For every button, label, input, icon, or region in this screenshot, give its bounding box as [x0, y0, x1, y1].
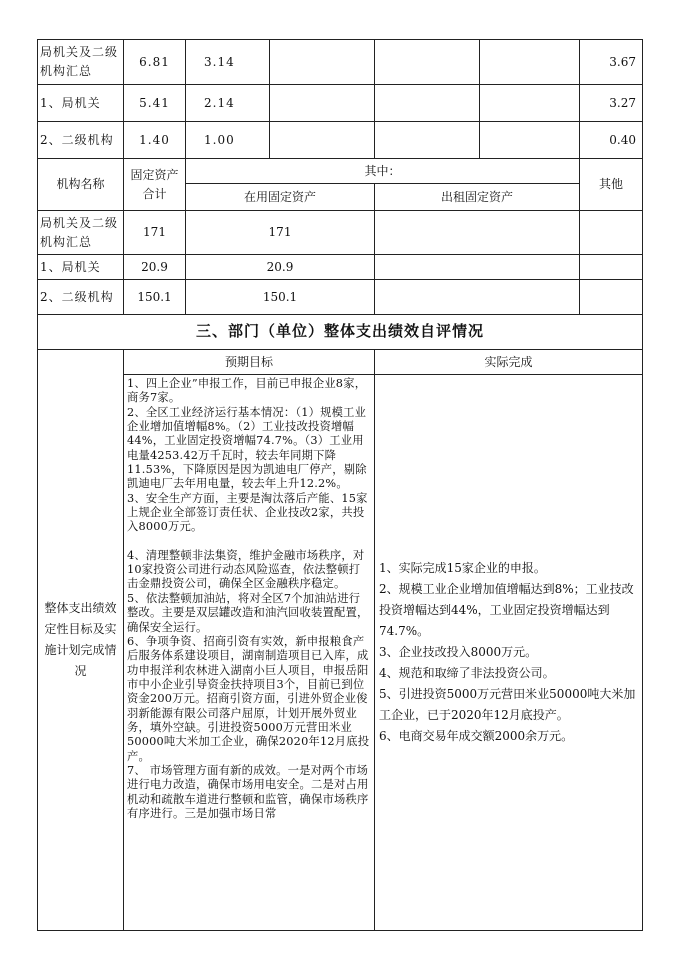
among-header: 其中：: [186, 159, 580, 184]
org-name-cell: 局机关及二级机构汇总: [38, 211, 124, 255]
empty-cell: [580, 280, 643, 315]
value-cell: 150.1: [124, 280, 186, 315]
in-use-asset-header: 在用固定资产: [186, 184, 375, 211]
performance-table: [37, 39, 643, 931]
perf-side-label: 整体支出绩效定性目标及实施计划完成情况: [38, 350, 124, 931]
empty-cell: [375, 255, 580, 280]
rented-asset-header: 出租固定资产: [375, 184, 580, 211]
section-title: 三、部门（单位）整体支出绩效自评情况: [38, 315, 643, 350]
value-cell: 171: [124, 211, 186, 255]
actual-item: 6、电商交易年成交额2000余万元。: [379, 729, 574, 743]
value-cell: 2.14: [186, 85, 270, 122]
actual-item: 5、引进投资5000万元营田米业50000吨大米加工企业，已于2020年12月底投产。: [379, 687, 636, 722]
value-cell: 0.40: [580, 122, 643, 159]
value-cell: 150.1: [186, 280, 375, 315]
org-name-cell: 2、二级机构: [38, 122, 124, 159]
perf-header-row: [38, 350, 643, 375]
empty-cell: [375, 40, 480, 85]
expected-goal-header: 预期目标: [124, 350, 375, 375]
actual-item: 4、规范和取缔了非法投资公司。: [379, 666, 555, 680]
empty-cell: [480, 122, 580, 159]
value-cell: 1.00: [186, 122, 270, 159]
expected-goal-cell: [124, 375, 375, 931]
value-cell: 5.41: [124, 85, 186, 122]
empty-cell: [375, 211, 580, 255]
expected-item: 2、全区工业经济运行基本情况：（1）规模工业企业增加值增幅8%。（2）工业技改投资增幅44%，工业固定投资增幅74.7%。（3）工业用电量4253.42万千瓦时，较去年同期下降11.53%，下降原因是因为凯迪电厂停产，剔除凯迪电厂去年用电量，较去年上升12.2%。: [127, 405, 367, 491]
expected-item: 1、四上企业”申报工作，目前已申报企业8家，商务7家。: [127, 377, 367, 405]
org-name-cell: 1、局机关: [38, 255, 124, 280]
fixed-asset-total-header: 固定资产合计: [124, 159, 186, 211]
empty-cell: [580, 255, 643, 280]
expected-item: 4、清理整顿非法集资，维护金融市场秩序，对10家投资公司进行动态风险巡查，依法整顿打击金鼎投资公司，确保全区金融秩序稳定。: [127, 548, 365, 591]
actual-item: 2、规模工业企业增加值增幅达到8%；工业技改投资增幅达到44%，工业固定投资增幅达到74.7%。: [379, 582, 634, 638]
table-row: [38, 40, 643, 85]
expected-item: 7、 市场管理方面有新的成效。一是对两个市场进行电力改造，确保市场用电安全。二是对占用机动和疏散车道进行整顿和监管，确保市场秩序有序进行。三是加强市场日常: [127, 763, 369, 820]
empty-cell: [375, 280, 580, 315]
table-row: [38, 280, 643, 315]
value-cell: 171: [186, 211, 375, 255]
section-title-row: [38, 315, 643, 350]
org-name-cell: 1、局机关: [38, 85, 124, 122]
empty-cell: [270, 40, 375, 85]
perf-content-row: [38, 375, 643, 931]
value-cell: 1.40: [124, 122, 186, 159]
expected-item: 6、争项争资、招商引资有实效，新申报粮食产后服务体系建设项目，湖南制造项目已入库，成功申报洋利农林进入湖南小巨人项目，申报岳阳市中小企业引导资金扶持项目3个，目前已到位资金200万元。招商引资方面，引进外贸企业俊羽新能源有限公司落户屈原，计划开展外贸业务，填外空缺。引进投资5000万元营田米业50000吨大米加工企业，确保2020年12月底投产。: [127, 634, 370, 763]
empty-cell: [480, 85, 580, 122]
value-cell: 3.14: [186, 40, 270, 85]
actual-item: 3、企业技改投入8000万元。: [379, 645, 538, 659]
empty-cell: [480, 40, 580, 85]
actual-completion-header: 实际完成: [375, 350, 643, 375]
empty-cell: [375, 122, 480, 159]
table-row: [38, 122, 643, 159]
value-cell: 3.67: [580, 40, 643, 85]
table-row: [38, 255, 643, 280]
expected-item: 5、依法整顿加油站，将对全区7个加油站进行整改。主要是双层罐改造和油汽回收装置配置，确保安全运行。: [127, 591, 369, 634]
expected-item: 3、安全生产方面，主要是淘汰落后产能、15家上规企业全部签订责任状、企业技改2家，共投入8000万元。: [127, 491, 368, 534]
table-row: [38, 85, 643, 122]
org-name-header: 机构名称: [38, 159, 124, 211]
value-cell: 20.9: [186, 255, 375, 280]
org-name-cell: 2、二级机构: [38, 280, 124, 315]
asset-header-row: [38, 159, 643, 184]
value-cell: 6.81: [124, 40, 186, 85]
empty-cell: [270, 122, 375, 159]
table-row: [38, 211, 643, 255]
org-name-cell: 局机关及二级机构汇总: [38, 40, 124, 85]
empty-cell: [580, 211, 643, 255]
empty-cell: [270, 85, 375, 122]
actual-completion-cell: [375, 375, 643, 931]
other-header: 其他: [580, 159, 643, 211]
value-cell: 3.27: [580, 85, 643, 122]
actual-item: 1、实际完成15家企业的申报。: [379, 561, 546, 575]
empty-cell: [375, 85, 480, 122]
value-cell: 20.9: [124, 255, 186, 280]
